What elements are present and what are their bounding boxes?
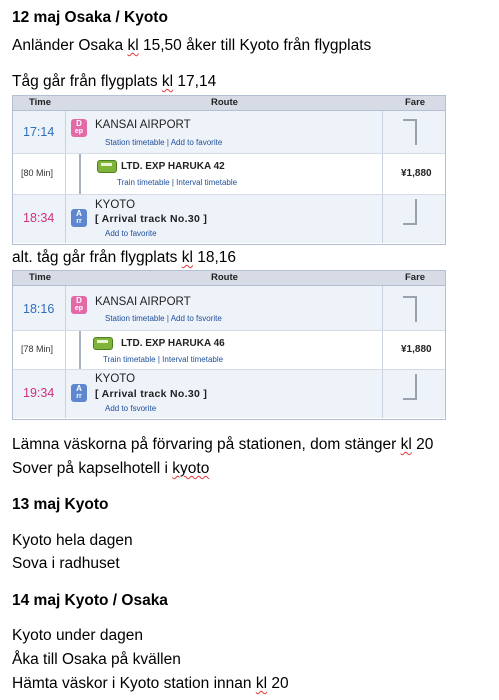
sleep-text: Sover på kapselhotell i bbox=[12, 460, 173, 477]
trip-duration: [78 Min] bbox=[21, 344, 54, 354]
arrival-row bbox=[13, 370, 445, 418]
spellcheck-word: kl bbox=[255, 675, 268, 692]
luggage-text: Lämna väskorna på förvaring på stationen, dom stänger bbox=[12, 436, 401, 453]
fare-bracket bbox=[403, 199, 417, 225]
train-name[interactable]: LTD. EXP HARUKA 42 bbox=[121, 161, 225, 172]
arrival-track: [ Arrival track No.30 ] bbox=[95, 388, 208, 400]
header-route: Route bbox=[211, 97, 238, 108]
header-fare: Fare bbox=[405, 97, 426, 108]
day3-line-1: Kyoto under dagen bbox=[12, 627, 143, 644]
departure-station[interactable]: KANSAI AIRPORT bbox=[95, 296, 191, 308]
header-fare: Fare bbox=[405, 272, 426, 283]
arrival-station[interactable]: KYOTO bbox=[95, 199, 136, 211]
train1-text-rest: 17,14 bbox=[173, 73, 217, 90]
train-timetable-link[interactable]: Train timetable bbox=[117, 178, 170, 187]
train1-text: Tåg går från flygplats bbox=[12, 73, 162, 90]
arrival-row bbox=[13, 195, 445, 243]
interval-timetable-link[interactable]: Interval timetable bbox=[176, 178, 238, 187]
station-timetable-link[interactable]: Station timetable bbox=[105, 314, 165, 323]
alt-text-rest: 18,16 bbox=[192, 249, 237, 266]
departure-station[interactable]: KANSAI AIRPORT bbox=[95, 119, 191, 131]
arrival-icon: A rr bbox=[71, 209, 87, 227]
add-favorite-link[interactable]: Add to fsvorite bbox=[170, 314, 222, 323]
train-row bbox=[13, 331, 445, 370]
arrival-line bbox=[12, 34, 371, 57]
day3-text: Hämta väskor i Kyoto station innan bbox=[12, 675, 256, 692]
day3-heading: 14 maj Kyoto / Osaka bbox=[12, 592, 168, 609]
arrival-icon: A rr bbox=[71, 384, 87, 402]
station-timetable-link[interactable]: Station timetable bbox=[105, 138, 165, 147]
trip-duration: [80 Min] bbox=[21, 168, 54, 178]
arrival-station[interactable]: KYOTO bbox=[95, 373, 136, 385]
day3-line-2: Åka till Osaka på kvällen bbox=[12, 651, 181, 668]
timetable-header bbox=[13, 271, 445, 286]
interval-timetable-link[interactable]: Interval timetable bbox=[162, 355, 224, 364]
spellcheck-word: kl bbox=[161, 73, 174, 90]
day1-heading: 12 maj Osaka / Kyoto bbox=[12, 9, 168, 26]
spellcheck-word: kl bbox=[400, 436, 412, 453]
day2-heading: 13 maj Kyoto bbox=[12, 496, 109, 513]
route-line bbox=[79, 331, 81, 369]
header-time: Time bbox=[29, 97, 52, 108]
arrival-time: 19:34 bbox=[23, 386, 55, 400]
day3-text-rest: 20 bbox=[267, 675, 289, 692]
departure-time: 17:14 bbox=[23, 125, 55, 139]
spellcheck-word: kyoto bbox=[172, 460, 210, 477]
arrival-track: [ Arrival track No.30 ] bbox=[95, 213, 208, 225]
day3-line-3 bbox=[12, 672, 289, 695]
train-row bbox=[13, 154, 445, 195]
train-links: Train timetable | Interval timetable bbox=[117, 178, 238, 187]
route-timetable-1 bbox=[12, 95, 446, 245]
train-timetable-link[interactable]: Train timetable bbox=[103, 355, 156, 364]
fare-amount: ¥1,880 bbox=[401, 168, 432, 179]
header-route: Route bbox=[211, 272, 238, 283]
alt-train-line bbox=[12, 246, 236, 269]
train-icon bbox=[97, 160, 117, 173]
add-favorite-link[interactable]: Add to fsvorite bbox=[105, 404, 157, 413]
luggage-line bbox=[12, 433, 433, 456]
train-links: Train timetable | Interval timetable bbox=[103, 355, 224, 364]
departure-time: 18:16 bbox=[23, 302, 55, 316]
spellcheck-word: kl bbox=[127, 37, 139, 54]
alt-text: alt. tåg går från flygplats bbox=[12, 249, 182, 266]
fare-bracket bbox=[403, 119, 417, 145]
fare-bracket bbox=[403, 374, 417, 400]
train-icon bbox=[93, 337, 113, 350]
day2-line-1: Kyoto hela dagen bbox=[12, 532, 133, 549]
add-favorite-link[interactable]: Add to favorite bbox=[105, 229, 157, 238]
spellcheck-word: kl bbox=[181, 249, 193, 266]
departure-icon: D ep bbox=[71, 119, 87, 137]
route-timetable-2 bbox=[12, 270, 446, 420]
fare-amount: ¥1,880 bbox=[401, 344, 432, 355]
header-time: Time bbox=[29, 272, 52, 283]
station-links: Station timetable | Add to favorite bbox=[105, 138, 223, 147]
day2-line-2: Sova i radhuset bbox=[12, 555, 120, 572]
train1-line bbox=[12, 70, 216, 93]
departure-icon: D ep bbox=[71, 296, 87, 314]
train-name[interactable]: LTD. EXP HARUKA 46 bbox=[121, 338, 225, 349]
add-favorite-link[interactable]: Add to favorite bbox=[170, 138, 223, 147]
sleep-line bbox=[12, 457, 209, 480]
departure-row bbox=[13, 286, 445, 331]
arrival-text-rest: 15,50 åker till Kyoto från flygplats bbox=[138, 37, 372, 54]
arrival-text: Anländer Osaka bbox=[12, 37, 128, 54]
luggage-text-rest: 20 bbox=[411, 436, 434, 453]
fare-bracket bbox=[403, 296, 417, 322]
timetable-header bbox=[13, 96, 445, 111]
station-links: Station timetable | Add to fsvorite bbox=[105, 314, 222, 323]
departure-row bbox=[13, 111, 445, 154]
route-line bbox=[79, 154, 81, 194]
arrival-time: 18:34 bbox=[23, 211, 55, 225]
